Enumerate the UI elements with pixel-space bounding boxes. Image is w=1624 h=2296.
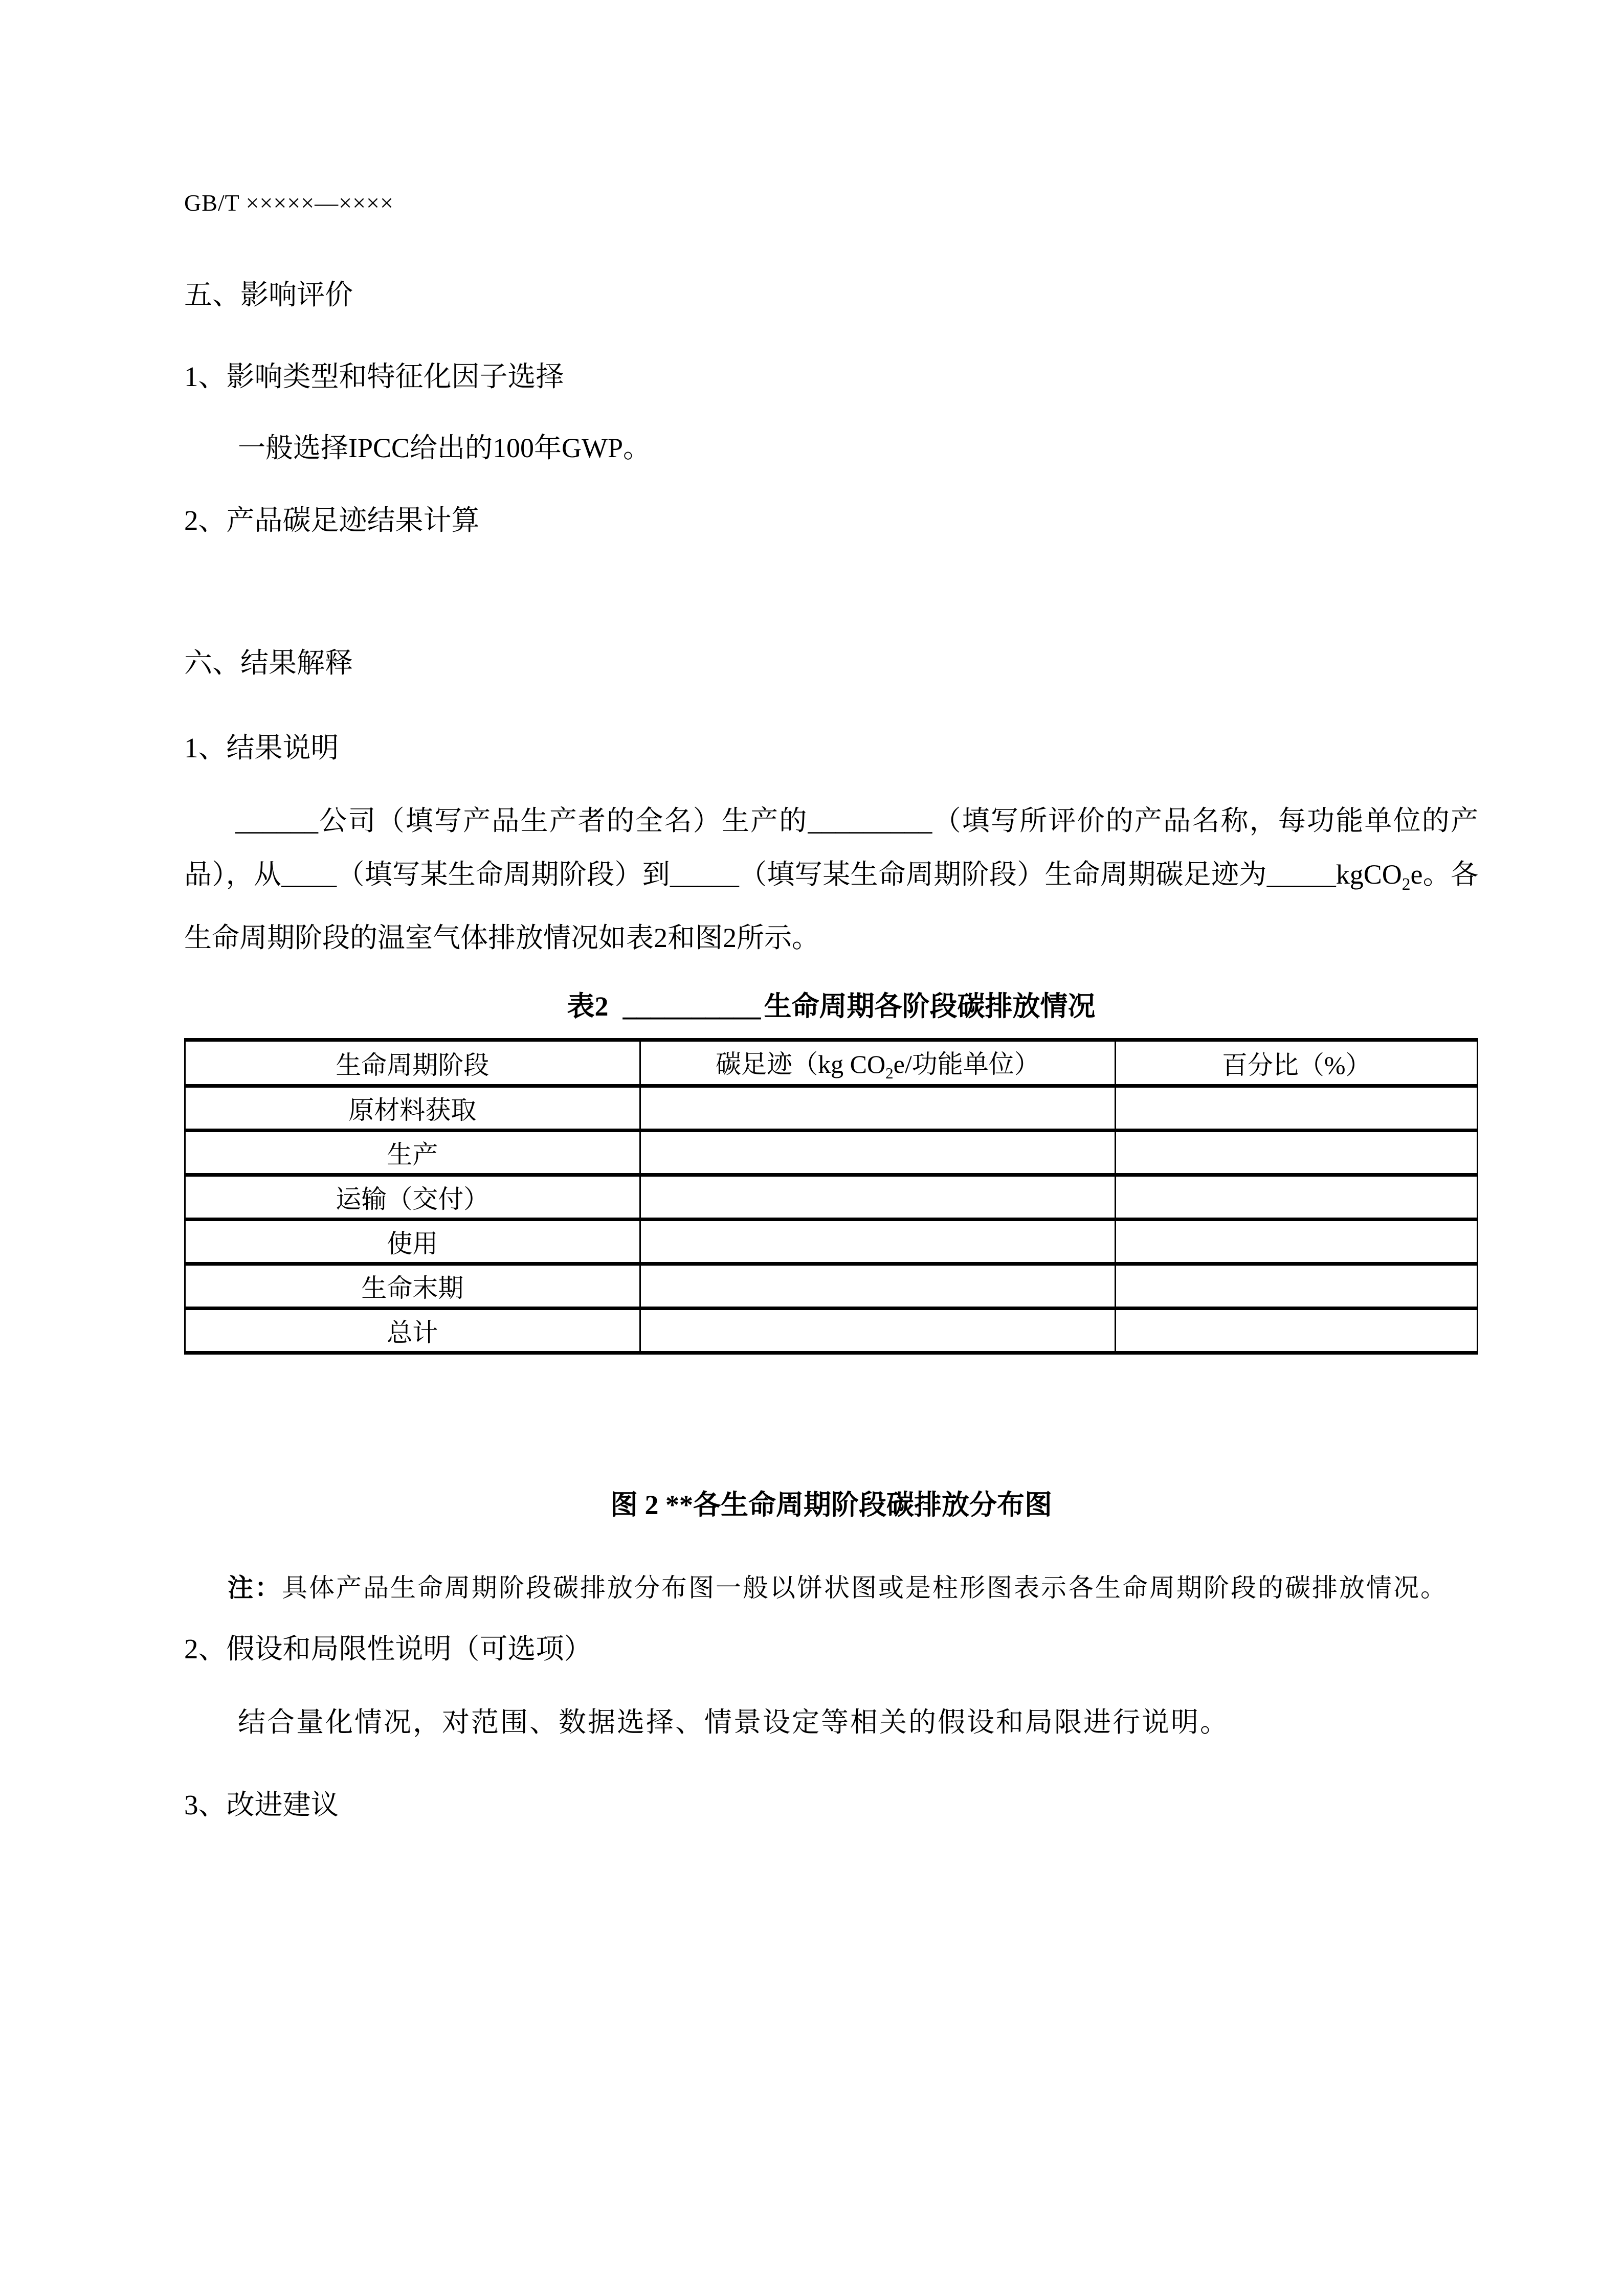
results-paragraph xyxy=(184,794,1478,965)
subscript-2: 2 xyxy=(885,1064,894,1082)
section-5-title: 五、影响评价 xyxy=(184,279,353,310)
table-caption-label: 表2 xyxy=(567,991,609,1022)
figure-caption: 图 2 **各生命周期阶段碳排放分布图 xyxy=(610,1490,1052,1520)
stage-cell: 生产 xyxy=(185,1131,640,1175)
section-6-item-2: 2、假设和局限性说明（可选项） xyxy=(184,1633,592,1664)
table-header-row xyxy=(185,1040,1478,1086)
table-row-raw-material xyxy=(185,1086,1478,1131)
footprint-cell-empty xyxy=(640,1220,1116,1264)
footprint-cell-empty xyxy=(640,1309,1116,1353)
table-row-total xyxy=(185,1309,1478,1353)
table-row-production xyxy=(185,1131,1478,1175)
stage-cell: 原材料获取 xyxy=(185,1086,640,1131)
table-row-use xyxy=(185,1220,1478,1264)
footprint-cell-empty xyxy=(640,1131,1116,1175)
table-row-end-of-life xyxy=(185,1264,1478,1309)
section-5-item-1-body: 一般选择IPCC给出的100年GWP。 xyxy=(238,433,651,463)
section-5-item-2: 2、产品碳足迹结果计算 xyxy=(184,505,480,536)
stage-cell: 生命末期 xyxy=(185,1264,640,1309)
results-paragraph-text-2: e。各生命周期阶段的温室气体排放情况如表2和图2所示。 xyxy=(184,859,1478,953)
section-6-item-1: 1、结果说明 xyxy=(184,732,339,763)
footprint-cell-empty xyxy=(640,1086,1116,1131)
table-caption-blank: __________ xyxy=(622,991,761,1022)
stage-cell: 使用 xyxy=(185,1220,640,1264)
section-6-item-3: 3、改进建议 xyxy=(184,1789,339,1820)
column-header-footprint-text-1: 碳足迹（kg CO xyxy=(716,1049,886,1078)
standard-code-header: GB/T ×××××—×××× xyxy=(184,190,394,216)
note-label: 注： xyxy=(228,1573,282,1602)
column-header-footprint xyxy=(640,1040,1116,1086)
table-row-transport xyxy=(185,1175,1478,1220)
stage-cell: 运输（交付） xyxy=(185,1175,640,1220)
column-header-stage: 生命周期阶段 xyxy=(185,1040,640,1086)
percent-cell-empty xyxy=(1116,1309,1478,1353)
footprint-cell-empty xyxy=(640,1175,1116,1220)
results-paragraph-text-1: ______公司（填写产品生产者的全名）生产的_________（填写所评价的产品名称，每功能单位的产品），从____（填写某生命周期阶段）到_____（填写某生命周期阶段）生命周期碳足迹为_____kgCO xyxy=(184,805,1478,890)
section-6-title: 六、结果解释 xyxy=(184,647,353,679)
percent-cell-empty xyxy=(1116,1086,1478,1131)
section-6-item-2-body: 结合量化情况，对范围、数据选择、情景设定等相关的假设和局限进行说明。 xyxy=(238,1707,1229,1738)
section-5-item-1: 1、影响类型和特征化因子选择 xyxy=(184,361,564,392)
percent-cell-empty xyxy=(1116,1220,1478,1264)
percent-cell-empty xyxy=(1116,1175,1478,1220)
footprint-cell-empty xyxy=(640,1264,1116,1309)
column-header-footprint-text-2: e/功能单位） xyxy=(893,1049,1040,1078)
table-caption-title: 生命周期各阶段碳排放情况 xyxy=(764,991,1096,1022)
lifecycle-emissions-table xyxy=(184,1038,1478,1355)
figure-note xyxy=(184,1567,1522,1604)
stage-cell: 总计 xyxy=(185,1309,640,1353)
subscript-2: 2 xyxy=(1401,874,1411,894)
percent-cell-empty xyxy=(1116,1131,1478,1175)
column-header-percent: 百分比（%） xyxy=(1116,1040,1478,1086)
table-caption xyxy=(184,984,1478,1024)
note-text: 具体产品生命周期阶段碳排放分布图一般以饼状图或是柱形图表示各生命周期阶段的碳排放情况。 xyxy=(282,1573,1448,1602)
percent-cell-empty xyxy=(1116,1264,1478,1309)
